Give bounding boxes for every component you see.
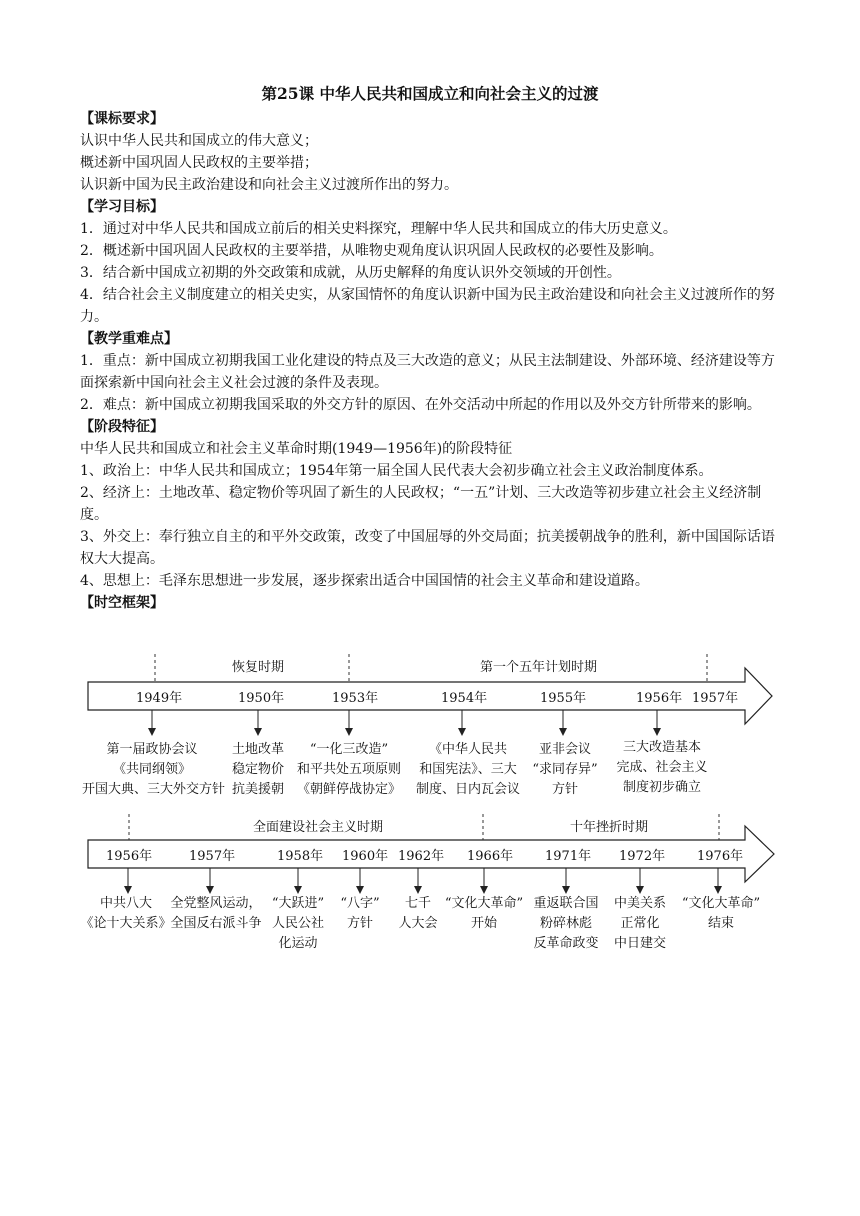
page-title: 第25课 中华人民共和国成立和向社会主义的过渡 (261, 84, 599, 103)
text-line: 1．重点：新中国成立初期我国工业化建设的特点及三大改造的意义；从民主法制建设、外部环境、经济建设等方面探索新中国向社会主义社会过渡的条件及表现。 (80, 353, 775, 391)
timeline-1-ticks (148, 710, 661, 736)
event-1971: 重返联合国 粉碎林彪 反革命政变 (533, 896, 599, 951)
period-label: 十年挫折时期 (570, 820, 649, 835)
text-line: 认识新中国为民主政治建设和向社会主义过渡所作出的努力。 (80, 177, 458, 193)
text-line: 3、外交上：奉行独立自主的和平外交政策，改变了中国屈辱的外交局面；抗美援朝战争的胜利，新中国国际话语权大大提高。 (80, 529, 775, 567)
event-1956b: 中共八大 《论十大关系》 (80, 896, 172, 931)
timeline-2 (0, 812, 860, 962)
event-1958: “大跃进” 人民公社 化运动 (271, 896, 325, 951)
timeline-1 (0, 650, 860, 810)
event-1957: 全党整风运动， 全国反右派斗争 (170, 896, 262, 931)
timeline-2-arrow (0, 812, 860, 962)
text-line: 4．结合社会主义制度建立的相关史实，从家国情怀的角度认识新中国为民主政治建设和向社会主义过渡所作的努力。 (80, 287, 775, 325)
year-label: 1955年 (538, 687, 588, 706)
year-label: 1957年 (187, 845, 237, 864)
year-label: 1949年 (134, 687, 184, 706)
event-1972: 中美关系 正常化 中日建交 (613, 896, 666, 951)
year-label: 1953年 (330, 687, 380, 706)
document-body (80, 84, 780, 614)
year-label: 1972年 (617, 845, 667, 864)
event-1976: “文化大革命” 结束 (681, 896, 761, 931)
event-1956: 三大改造基本 完成、社会主义 制度初步确立 (616, 740, 708, 795)
year-label: 1957年 (690, 687, 740, 706)
timeline-2-ticks (124, 868, 722, 894)
text-line: 认识中华人民共和国成立的伟大意义； (80, 133, 318, 149)
year-label: 1956年 (634, 687, 684, 706)
text-line: 1．通过对中华人民共和国成立前后的相关史料探究，理解中华人民共和国成立的伟大历史意义。 (80, 221, 677, 237)
section-heading: 【学习目标】 (80, 199, 164, 215)
text-line: 4、思想上：毛泽东思想进一步发展，逐步探索出适合中国国情的社会主义革命和建设道路。 (80, 573, 649, 589)
event-1954: 《中华人民共 和国宪法》、三大 制度、日内瓦会议 (415, 742, 520, 797)
event-1960: “八字” 方针 (340, 896, 380, 931)
section-heading-timeframe: 【时空框架】 (80, 595, 164, 611)
year-label: 1954年 (439, 687, 489, 706)
event-1953: “一化三改造” 和平共处五项原则 《朝鲜停战协定》 (296, 742, 401, 797)
event-1950: 土地改革 稳定物价 抗美援朝 (231, 742, 284, 797)
event-1962: 七千 人大会 (398, 896, 438, 931)
section-curriculum (80, 108, 780, 196)
text-line: 3．结合新中国成立初期的外交政策和成就，从历史解释的角度认识外交领域的开创性。 (80, 265, 621, 281)
section-features (80, 416, 780, 592)
year-label: 1956年 (104, 845, 154, 864)
section-keypoints (80, 328, 780, 416)
year-label: 1960年 (340, 845, 390, 864)
event-1949: 第一届政协会议 《共同纲领》 开国大典、三大外交方针 (82, 742, 226, 797)
section-goals (80, 196, 780, 328)
event-1955: 亚非会议 “求同存异” 方针 (532, 742, 598, 797)
section-heading: 【教学重难点】 (80, 331, 178, 347)
event-1966: “文化大革命” 开始 (444, 896, 524, 931)
year-label: 1958年 (275, 845, 325, 864)
text-line: 概述新中国巩固人民政权的主要举措； (80, 155, 318, 171)
year-label: 1971年 (543, 845, 593, 864)
year-label: 1962年 (396, 845, 446, 864)
period-label: 第一个五年计划时期 (480, 660, 598, 675)
section-heading: 【课标要求】 (80, 111, 164, 127)
year-label: 1976年 (695, 845, 745, 864)
text-line: 2．概述新中国巩固人民政权的主要举措，从唯物史观角度认识巩固人民政权的必要性及影响。 (80, 243, 663, 259)
period-label: 恢复时期 (232, 660, 285, 675)
text-line: 2、经济上：土地改革、稳定物价等巩固了新生的人民政权；“一五”计划、三大改造等初步建立社会主义经济制度。 (80, 485, 762, 523)
text-line: 1、政治上：中华人民共和国成立；1954年第一届全国人民代表大会初步确立社会主义政治制度体系。 (80, 463, 713, 479)
text-line: 2．难点：新中国成立初期我国采取的外交方针的原因、在外交活动中所起的作用以及外交方针所带来的影响。 (80, 397, 761, 413)
year-label: 1966年 (465, 845, 515, 864)
period-label: 全面建设社会主义时期 (253, 820, 384, 835)
text-line: 中华人民共和国成立和社会主义革命时期(1949—1956年)的阶段特征 (80, 441, 513, 457)
year-label: 1950年 (236, 687, 286, 706)
section-heading: 【阶段特征】 (80, 419, 164, 435)
